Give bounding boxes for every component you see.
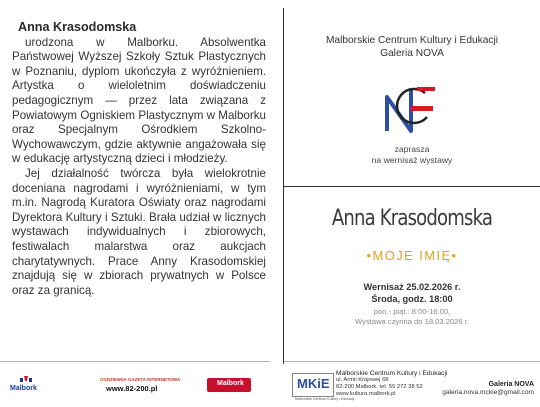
contact-org: Malborskie Centrum Kultury i Edukacji xyxy=(336,370,448,377)
organizer-name: Malborskie Centrum Kultury i Edukacji xyxy=(325,35,499,46)
newspaper-url[interactable]: www.82-200.pl xyxy=(106,384,158,393)
opening-info xyxy=(290,281,534,305)
galeria-nova-logo-icon xyxy=(381,79,439,137)
footer-rule-right xyxy=(284,361,540,362)
invitation xyxy=(290,144,534,166)
malbork-label: Malbork xyxy=(10,385,37,392)
contact-website[interactable]: www.kultura.malbork.pl xyxy=(336,391,396,397)
gallery-contact xyxy=(442,381,534,397)
invite-line-2: na wernisaż wystawy xyxy=(371,155,453,165)
artist-bio xyxy=(12,20,266,298)
exhibition-until: Wystawa czynna do 18.03.2026 r. xyxy=(355,317,469,326)
organizer xyxy=(290,34,534,60)
gallery-contact-title: Galeria NOVA xyxy=(488,381,534,388)
contact-city-phone: 82-200 Malbork, tel. 55 272 38 52 xyxy=(336,384,423,390)
opening-hours xyxy=(290,307,534,327)
footer xyxy=(0,367,540,407)
gallery-email[interactable]: galeria.nova.mckie@gmail.com xyxy=(442,389,534,396)
contact-street: ul. Armii Krajowej 68 xyxy=(336,377,389,383)
mkie-sub-label: Malborskie Centrum Kultury i Edukacji xyxy=(295,397,355,401)
exhibition-title: •MOJE IMIĘ• xyxy=(366,248,458,263)
gallery-name: Galeria NOVA xyxy=(380,48,444,59)
opening-date: Wernisaż 25.02.2026 r. xyxy=(363,282,461,292)
opening-time: Środa, godz. 18:00 xyxy=(371,294,453,304)
bio-paragraph-1: urodzona w Malborku. Absolwentka Państwowej Wyższej Szkoły Sztuk Plastycznych w Poznaniu, dyplom ukończyła z wyróżnieniem. Artystka o wieloletnim doświadczeniu pedagogicznym — przez lata związana z Powiatowym Ogniskiem Plastycznym w Malborku oraz Specjalnym Ośrodkiem Szkolno-Wychowawczym, gdzie aktywnie angażowała się w edukację artystyczną dzieci i młodzieży. xyxy=(12,35,266,166)
bio-artist-name: Anna Krasodomska xyxy=(18,20,137,34)
newspaper-tagline: CODZIENNA GAZETA INTERNETOWA xyxy=(100,377,181,382)
horizontal-divider xyxy=(284,186,540,187)
hours-weekdays: pon.- piąt.: 8:00-16:00, xyxy=(373,307,451,316)
malbork-newspaper-logo-icon: Malbork xyxy=(207,378,251,392)
mkie-label: MKiE xyxy=(297,376,330,391)
bio-paragraph-2: Jej działalność twórcza była wielokrotnie doceniana nagrodami i wyróżnieniami, w tym m.in. Nagrodą Kuratora Oświaty oraz nagrodami Dyrektora Kultury i Sztuki. Brała udział w licznych wystawach indywidualnych i zbiorowych, festiwalach malarstwa oraz aukcjach charytatywnych. Prace Anny Krasodomskiej znajdują się w zbiorach prywatnych w Polsce oraz za granicą. xyxy=(12,166,266,297)
contact-info xyxy=(336,370,447,398)
invite-line-1: zaprasza xyxy=(394,144,430,154)
footer-rule-left xyxy=(0,361,270,362)
exhibition-artist: Anna Krasodomska xyxy=(331,206,493,231)
